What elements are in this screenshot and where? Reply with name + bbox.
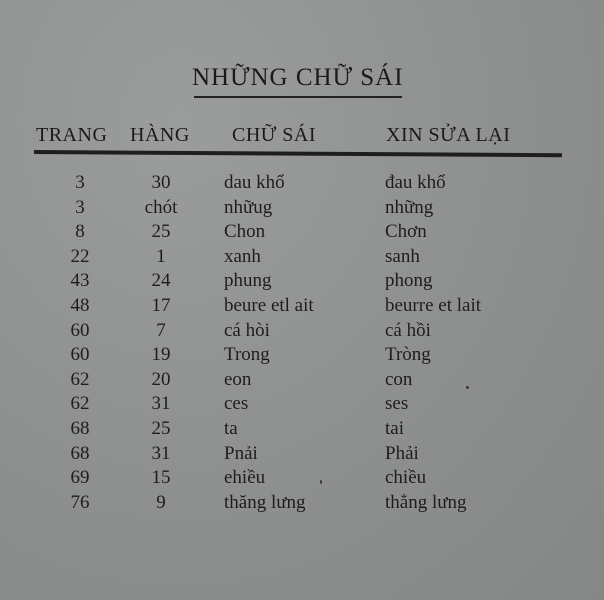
cell-trang: 43 xyxy=(70,270,90,292)
cell-chu-sai: Trong xyxy=(224,344,270,366)
cell-xin-sua-lai: cá hồi xyxy=(385,319,431,341)
table-row xyxy=(0,221,604,246)
cell-trang: 68 xyxy=(70,417,90,439)
cell-hang: 25 xyxy=(151,221,171,243)
cell-trang: 62 xyxy=(70,368,90,390)
column-header-trang: TRANG xyxy=(36,124,108,146)
table-row xyxy=(0,172,604,197)
cell-xin-sua-lai: những xyxy=(385,196,434,218)
table-row xyxy=(0,344,604,369)
table-row xyxy=(0,418,604,443)
table-row xyxy=(0,295,604,320)
cell-hang: 17 xyxy=(151,294,171,316)
cell-xin-sua-lai: phong xyxy=(385,270,433,292)
cell-trang: 8 xyxy=(75,221,85,243)
header-divider xyxy=(34,150,562,157)
table-row xyxy=(0,443,604,468)
cell-hang: 31 xyxy=(151,442,171,464)
table-row xyxy=(0,467,604,492)
cell-hang: 15 xyxy=(151,467,171,489)
cell-chu-sai: ehiều xyxy=(224,467,266,489)
cell-xin-sua-lai: Chơn xyxy=(385,221,427,243)
cell-trang: 60 xyxy=(70,319,90,341)
cell-chu-sai: eon xyxy=(224,368,252,390)
cell-trang: 3 xyxy=(75,172,85,193)
cell-chu-sai: Pnải xyxy=(224,442,258,464)
cell-trang: 3 xyxy=(75,196,85,218)
cell-xin-sua-lai: Tròng xyxy=(385,344,431,366)
cell-hang: 20 xyxy=(151,368,171,390)
table-row xyxy=(0,492,604,517)
table-row xyxy=(0,197,604,222)
column-header-hang: HÀNG xyxy=(130,124,190,146)
cell-chu-sai: cá hòi xyxy=(224,319,270,341)
cell-trang: 48 xyxy=(70,294,90,316)
cell-chu-sai: ta xyxy=(224,417,238,439)
cell-hang: 19 xyxy=(151,344,171,366)
cell-hang: 31 xyxy=(151,393,171,415)
table-row xyxy=(0,320,604,345)
paper-speck xyxy=(320,480,322,484)
cell-chu-sai: Chon xyxy=(224,221,266,243)
cell-xin-sua-lai: ses xyxy=(385,393,409,415)
cell-trang: 76 xyxy=(70,491,90,513)
column-header-chu-sai: CHỮ SÁI xyxy=(232,124,317,146)
title-underline xyxy=(194,96,402,98)
cell-xin-sua-lai: beurre et lait xyxy=(385,294,482,316)
cell-xin-sua-lai: thẳng lưng xyxy=(385,491,467,513)
cell-chu-sai: xanh xyxy=(224,245,261,267)
table-row xyxy=(0,246,604,271)
cell-chu-sai: beure etl ait xyxy=(224,294,314,316)
cell-chu-sai: dau khổ xyxy=(224,172,285,193)
cell-hang: 30 xyxy=(151,172,171,193)
cell-hang: 24 xyxy=(151,270,171,292)
cell-chu-sai: thăng lưng xyxy=(224,491,306,513)
cell-trang: 69 xyxy=(70,467,90,489)
cell-xin-sua-lai: tai xyxy=(385,417,404,439)
errata-table xyxy=(0,172,604,516)
cell-xin-sua-lai: đau khổ xyxy=(385,172,446,193)
cell-trang: 22 xyxy=(70,245,90,267)
table-row xyxy=(0,393,604,418)
table-row xyxy=(0,270,604,295)
cell-trang: 62 xyxy=(70,393,90,415)
cell-xin-sua-lai: sanh xyxy=(385,245,420,267)
cell-chu-sai: nhữug xyxy=(224,196,273,218)
cell-trang: 68 xyxy=(70,442,90,464)
cell-hang: 25 xyxy=(151,417,171,439)
cell-hang: 9 xyxy=(156,491,166,513)
cell-xin-sua-lai: con xyxy=(385,368,413,390)
column-header-xin-sua-lai: XIN SỬA LẠI xyxy=(386,124,511,146)
cell-hang: chót xyxy=(144,196,178,218)
cell-xin-sua-lai: Phải xyxy=(385,442,419,464)
paper-speck xyxy=(466,386,469,389)
cell-hang: 7 xyxy=(156,319,166,341)
cell-chu-sai: phung xyxy=(224,270,272,292)
cell-hang: 1 xyxy=(156,245,166,267)
page-title: NHỮNG CHỮ SÁI xyxy=(192,64,404,91)
table-row xyxy=(0,369,604,394)
cell-trang: 60 xyxy=(70,344,90,366)
cell-chu-sai: ces xyxy=(224,393,249,415)
cell-xin-sua-lai: chiều xyxy=(385,467,427,489)
